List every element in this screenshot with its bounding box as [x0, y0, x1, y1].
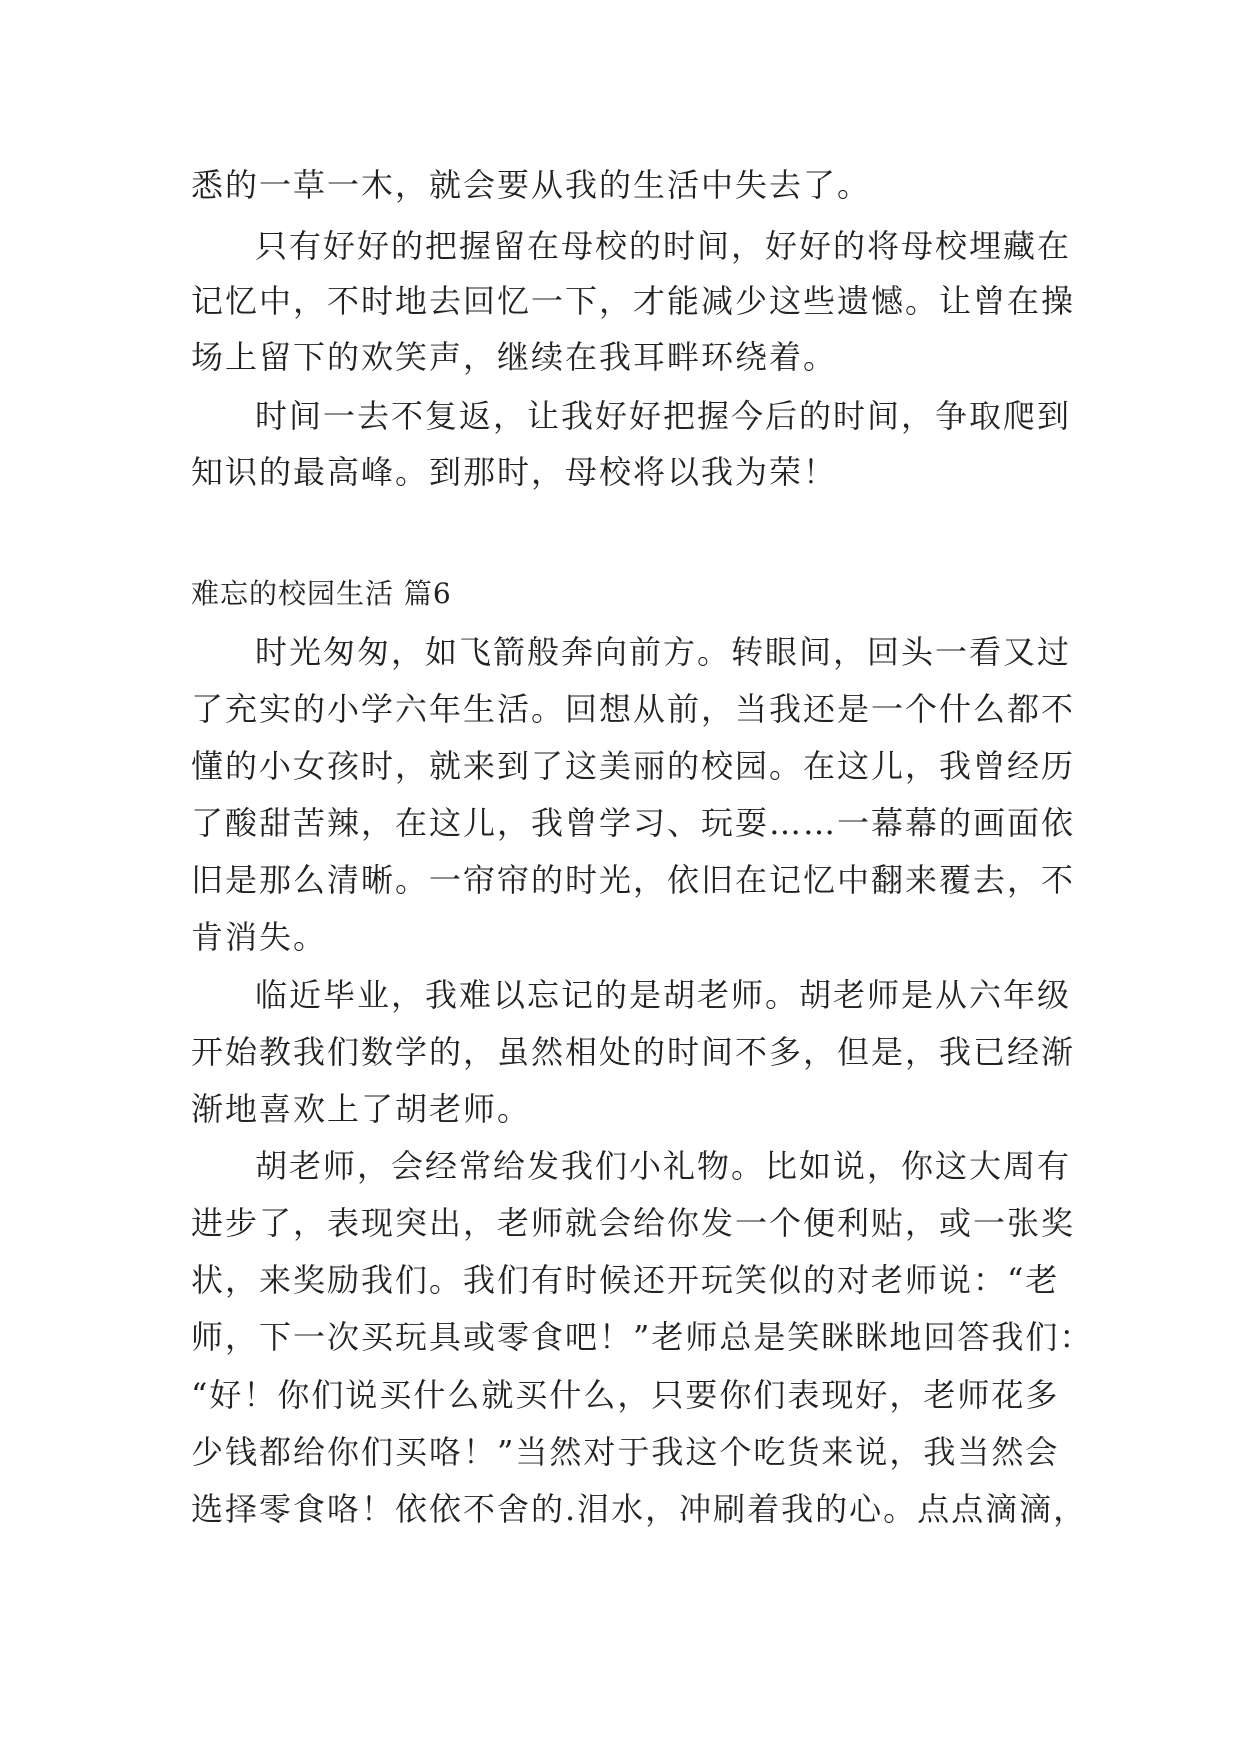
- paragraph-line: 记忆中，不时地去回忆一下，才能减少这些遗憾。让曾在操: [191, 282, 1076, 320]
- paragraph-line: 了酸甜苦辣，在这儿，我曾学习、玩耍……一幕幕的画面依: [191, 804, 1076, 842]
- paragraph-line: 肯消失。: [191, 918, 328, 956]
- paragraph-line: 场上留下的欢笑声，继续在我耳畔环绕着。: [191, 338, 838, 376]
- paragraph-line: 状，来奖励我们。我们有时候还开玩笑似的对老师说：“老: [191, 1261, 1060, 1299]
- paragraph-line: 时光匆匆，如飞箭般奔向前方。转眼间，回头一看又过: [255, 633, 1072, 671]
- paragraph-line: 只有好好的把握留在母校的时间，好好的将母校埋藏在: [255, 227, 1072, 265]
- paragraph-line: “好！你们说买什么就买什么，只要你们表现好，老师花多: [191, 1376, 1060, 1414]
- paragraph-line: 进步了，表现突出，老师就会给你发一个便利贴，或一张奖: [191, 1204, 1076, 1242]
- paragraph-line: 懂的小女孩时，就来到了这美丽的校园。在这儿，我曾经历: [191, 747, 1076, 785]
- paragraph-line: 少钱都给你们买咯！”当然对于我这个吃货来说，我当然会: [191, 1433, 1060, 1471]
- paragraph-line: 临近毕业，我难以忘记的是胡老师。胡老师是从六年级: [255, 976, 1072, 1014]
- paragraph-line: 旧是那么清晰。一帘帘的时光，依旧在记忆中翻来覆去，不: [191, 861, 1076, 899]
- paragraph-line: 时间一去不复返，让我好好把握今后的时间，争取爬到: [255, 397, 1072, 435]
- paragraph-line: 选择零食咯！依依不舍的.泪水，冲刷着我的心。点点滴滴，: [191, 1490, 1088, 1528]
- section-title: 难忘的校园生活 篇6: [191, 577, 452, 610]
- paragraph-line: 开始教我们数学的，虽然相处的时间不多，但是，我已经渐: [191, 1033, 1076, 1071]
- paragraph-line: 师，下一次买玩具或零食吧！”老师总是笑眯眯地回答我们：: [191, 1318, 1094, 1356]
- paragraph-line: 渐地喜欢上了胡老师。: [191, 1090, 532, 1128]
- paragraph-line: 胡老师，会经常给发我们小礼物。比如说，你这大周有: [255, 1147, 1072, 1185]
- paragraph-line: 悉的一草一木，就会要从我的生活中失去了。: [191, 166, 872, 204]
- paragraph-line: 知识的最高峰。到那时，母校将以我为荣！: [191, 453, 838, 491]
- paragraph-line: 了充实的小学六年生活。回想从前，当我还是一个什么都不: [191, 690, 1076, 728]
